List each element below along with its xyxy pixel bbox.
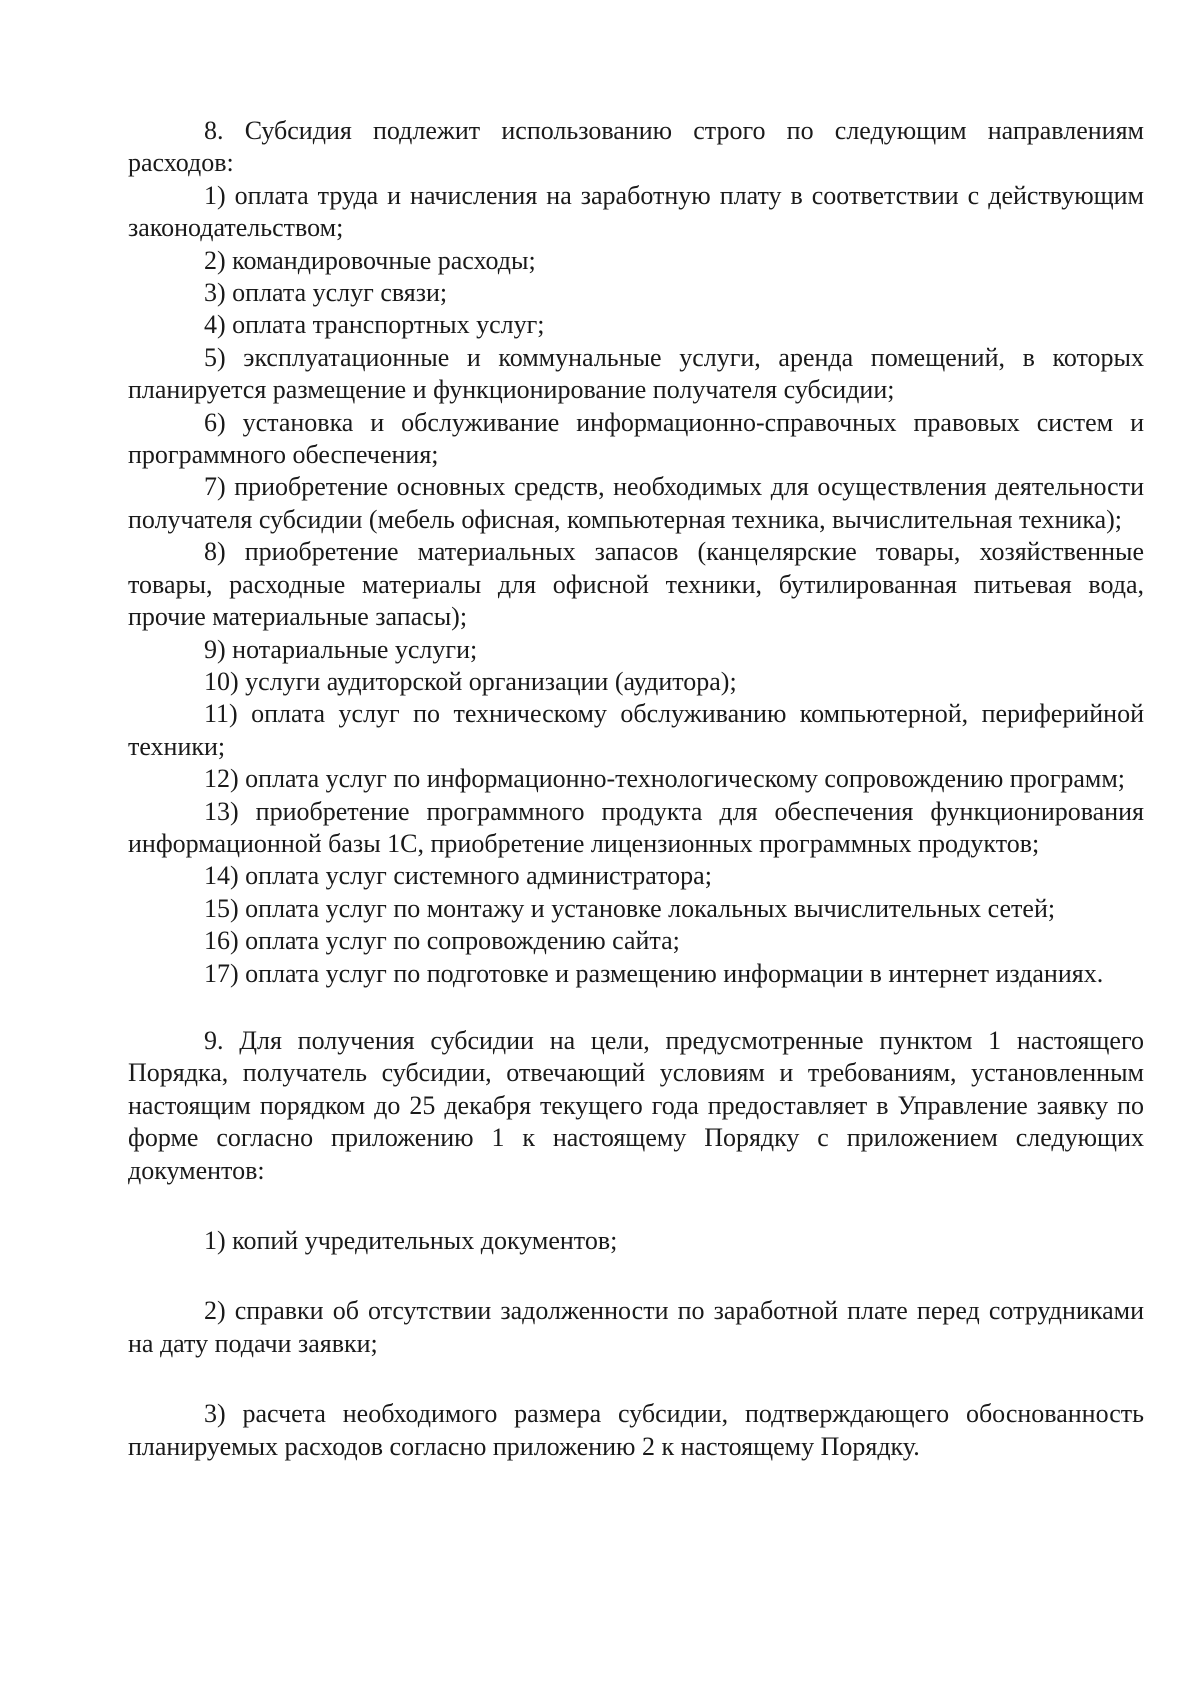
section-8-item-2: 2) командировочные расходы; bbox=[204, 245, 536, 275]
section-8-item-11: 11) оплата услуг по техническому обслуживанию компьютерной, периферийной техники; bbox=[128, 699, 1144, 761]
section-8-item-1: 1) оплата труда и начисления на заработную плату в соответствии с действующим законодательством; bbox=[128, 180, 1144, 243]
section-8-item-7: 7) приобретение основных средств, необходимых для осуществления деятельности получателя субсидии (мебель офисная, компьютерная техника, вычислительная техника); bbox=[128, 472, 1144, 534]
section-8-item-14: 14) оплата услуг системного администратора; bbox=[204, 861, 712, 891]
section-9-item-1: 1) копий учредительных документов; bbox=[204, 1226, 618, 1255]
section-8-item-6: 6) установка и обслуживание информационно-справочных правовых систем и программного обеспечения; bbox=[128, 407, 1144, 470]
item-spacer bbox=[128, 1360, 1144, 1398]
section-8-item-4: 4) оплата транспортных услуг; bbox=[204, 310, 545, 340]
section-8-item-8: 8) приобретение материальных запасов (канцелярские товары, хозяйственные товары, расходные материалы для офисной техники, бутилированная питьевая вода, прочие материальные запасы); bbox=[128, 537, 1144, 632]
section-8-item-10: 10) услуги аудиторской организации (аудитора); bbox=[204, 666, 737, 696]
section-8-item-3: 3) оплата услуг связи; bbox=[204, 278, 448, 308]
section-9-item-2: 2) справки об отсутствии задолженности по заработной плате перед сотрудниками на дату подачи заявки; bbox=[128, 1296, 1144, 1358]
section-8-item-15: 15) оплата услуг по монтажу и установке локальных вычислительных сетей; bbox=[204, 893, 1056, 923]
item-spacer bbox=[128, 1257, 1144, 1295]
section-8-item-5: 5) эксплуатационные и коммунальные услуги, аренда помещений, в которых планируется размещение и функционирование получателя субсидии; bbox=[128, 342, 1144, 405]
section-8-item-17: 17) оплата услуг по подготовке и размещению информации в интернет изданиях. bbox=[204, 958, 1104, 988]
section-8-item-12: 12) оплата услуг по информационно-технологическому сопровождению программ; bbox=[204, 764, 1126, 794]
section-spacer bbox=[128, 990, 1144, 1025]
section-8-item-13: 13) приобретение программного продукта для обеспечения функционирования информационной базы 1С, приобретение лицензионных программных продуктов; bbox=[128, 796, 1144, 858]
document-body bbox=[128, 115, 1144, 1463]
section-8-item-16: 16) оплата услуг по сопровождению сайта; bbox=[204, 926, 680, 956]
section-9-intro: 9. Для получения субсидии на цели, предусмотренные пунктом 1 настоящего Порядка, получатель субсидии, отвечающий условиям и требованиям, установленным настоящим порядком до 25 декабря текущего года предоставляет в Управление заявку по форме согласно приложению 1 к настоящему Порядку с приложением следующих документов: bbox=[128, 1025, 1144, 1185]
section-8-item-9: 9) нотариальные услуги; bbox=[204, 634, 478, 664]
section-9-item-3: 3) расчета необходимого размера субсидии, подтверждающего обоснованность планируемых расходов согласно приложению 2 к настоящему Порядку. bbox=[128, 1399, 1144, 1461]
section-8-intro: 8. Субсидия подлежит использованию строго по следующим направлениям расходов: bbox=[128, 116, 1144, 178]
item-spacer bbox=[128, 1187, 1144, 1225]
